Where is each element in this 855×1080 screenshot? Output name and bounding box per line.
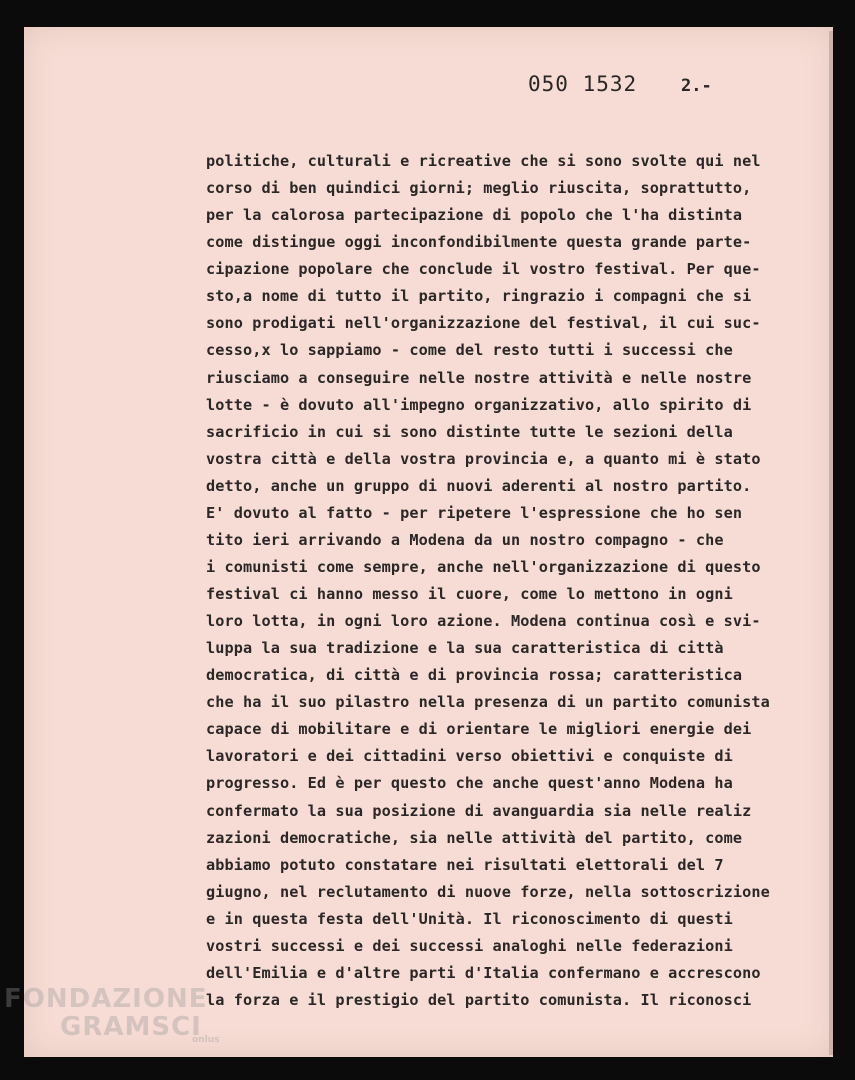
text-line: lotte - è dovuto all'impegno organizzativo, allo spirito di [206, 395, 752, 414]
text-line: cipazione popolare che conclude il vostro festival. Per que- [206, 260, 761, 279]
text-line: come distingue oggi inconfondibilmente questa grande parte- [206, 233, 752, 252]
watermark-line-3: onlus [192, 1035, 220, 1045]
text-line: la forza e il prestigio del partito comunista. Il riconosci [206, 990, 752, 1009]
text-line: per la calorosa partecipazione di popolo che l'ha distinta [206, 206, 743, 225]
text-line: luppa la sua tradizione e la sua caratteristica di città [206, 639, 724, 658]
text-line: detto, anche un gruppo di nuovi aderenti al nostro partito. [206, 476, 752, 495]
text-line: sacrificio in cui si sono distinte tutte le sezioni della [206, 422, 733, 441]
page-number: 2.- [681, 76, 712, 96]
text-line: che ha il suo pilastro nella presenza di un partito comunista [206, 693, 770, 712]
text-line: i comunisti come sempre, anche nell'organizzazione di questo [206, 557, 761, 576]
page-edge-shadow [829, 31, 833, 1055]
text-line: e in questa festa dell'Unità. Il riconoscimento di questi [206, 909, 733, 928]
text-line: giugno, nel reclutamento di nuove forze, nella sottoscrizione [206, 882, 770, 901]
text-line: vostra città e della vostra provincia e, a quanto mi è stato [206, 449, 761, 468]
text-line: corso di ben quindici giorni; meglio riuscita, soprattutto, [206, 179, 752, 198]
text-line: E' dovuto al fatto - per ripetere l'espressione che ho sen [206, 503, 743, 522]
text-line: dell'Emilia e d'altre parti d'Italia confermano e accrescono [206, 963, 761, 982]
fondazione-gramsci-watermark [4, 986, 219, 1045]
text-line: sto,a nome di tutto il partito, ringrazio i compagni che si [206, 287, 752, 306]
text-line: zazioni democratiche, sia nelle attività del partito, come [206, 828, 743, 847]
text-line: progresso. Ed è per questo che anche quest'anno Modena ha [206, 774, 733, 793]
text-line: cesso,x lo sappiamo - come del resto tutti i successi che [206, 341, 733, 360]
typed-body-text [206, 148, 816, 1014]
text-line: tito ieri arrivando a Modena da un nostro compagno - che [206, 530, 724, 549]
watermark-line-2: GRAMSCI [60, 1012, 202, 1042]
text-line: democratica, di città e di provincia rossa; caratteristica [206, 666, 743, 685]
text-line: vostri successi e dei successi analoghi nelle federazioni [206, 936, 733, 955]
archive-number: 050 1532 [528, 72, 638, 96]
text-line: loro lotta, in ogni loro azione. Modena continua così e svi- [206, 612, 761, 631]
text-line: abbiamo potuto constatare nei risultati elettorali del 7 [206, 855, 724, 874]
text-line: politiche, culturali e ricreative che si sono svolte qui nel [206, 152, 761, 170]
text-line: lavoratori e dei cittadini verso obiettivi e conquiste di [206, 747, 733, 766]
watermark-line-1: FONDAZIONE [4, 984, 208, 1014]
text-line: sono prodigati nell'organizzazione del festival, il cui suc- [206, 314, 761, 333]
text-line: riusciamo a conseguire nelle nostre attività e nelle nostre [206, 368, 752, 387]
text-line: confermato la sua posizione di avanguardia sia nelle realiz [206, 801, 752, 820]
text-line: capace di mobilitare e di orientare le migliori energie dei [206, 720, 752, 739]
text-line: festival ci hanno messo il cuore, come lo mettono in ogni [206, 585, 733, 603]
